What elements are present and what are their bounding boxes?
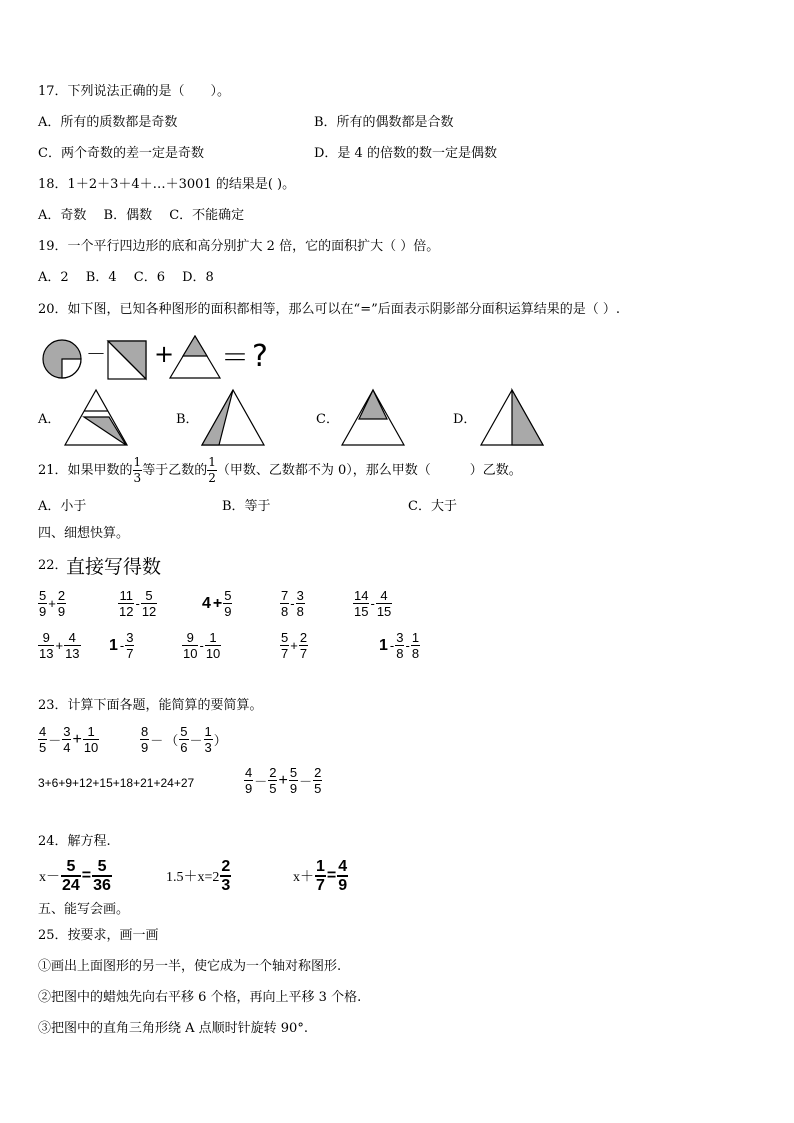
q17-stem: 17．下列说法正确的是（ ）。 xyxy=(38,84,231,99)
operator: - xyxy=(119,638,125,653)
quarter-circle-figure xyxy=(43,340,81,378)
q18-stem: 18．1＋2＋3＋4＋…＋3001 的结果是( )。 xyxy=(38,177,296,192)
q22-expr-3 xyxy=(201,588,232,619)
equation-left: 1.5＋x=2 xyxy=(166,870,220,885)
trapezoid-triangle-figure xyxy=(170,336,220,378)
operator: - xyxy=(135,596,140,611)
q19-options: A．2 B．4 C．6 D．8 xyxy=(38,270,214,285)
num: 7 xyxy=(281,588,289,603)
operator: - xyxy=(389,638,395,653)
q22-number: 22． xyxy=(38,558,68,573)
den: 9 xyxy=(39,604,47,619)
num: 2 xyxy=(299,630,308,645)
q20-option-a-label: A． xyxy=(38,412,61,427)
num: 5 xyxy=(224,588,232,603)
den: 15 xyxy=(354,604,369,619)
section-4-heading: 四、细想快算。 xyxy=(38,526,130,541)
q22-expr-6 xyxy=(38,630,81,661)
q23-expr-4 xyxy=(244,765,322,796)
q21-pre: 21．如果甲数的 xyxy=(38,463,133,478)
q20-stem: 20．如下图，已知各种图形的面积都相等，那么可以在“=”后面表示阴影部分面积运算结果的是（ ）. xyxy=(38,302,620,317)
variable-term: x－ xyxy=(39,870,60,885)
q22-expr-4 xyxy=(280,588,305,619)
den: 6 xyxy=(180,740,188,755)
q22-expr-5 xyxy=(353,588,392,619)
den: 7 xyxy=(299,646,308,661)
q22-expr-10 xyxy=(378,630,420,661)
q17-option-d: D．是 4 的倍数的数一定是偶数 xyxy=(314,146,497,161)
equals: = xyxy=(81,867,92,884)
left-paren: （ xyxy=(165,733,179,748)
num: 4 xyxy=(39,724,47,739)
num: 1 xyxy=(411,630,420,645)
den: 9 xyxy=(245,781,253,796)
right-paren: ） xyxy=(213,733,227,748)
num: 11 xyxy=(119,588,133,603)
num: 2 xyxy=(221,858,231,875)
den: 9 xyxy=(224,604,232,619)
q21-frac2-den: 2 xyxy=(208,471,216,485)
den: 8 xyxy=(411,646,420,661)
den: 9 xyxy=(141,740,149,755)
q21-mid: 等于乙数的 xyxy=(142,463,208,478)
num: 5 xyxy=(39,588,47,603)
q21-fraction-1 xyxy=(133,455,143,486)
q23-expr-1 xyxy=(38,724,99,755)
q18-options: A．奇数 B．偶数 C．不能确定 xyxy=(38,208,245,223)
den: 7 xyxy=(281,646,289,661)
q20-option-b-label: B． xyxy=(176,412,199,427)
q21-frac1-den: 3 xyxy=(133,471,142,485)
den: 5 xyxy=(314,781,322,796)
q21-frac2-num: 1 xyxy=(208,455,216,469)
q22-expr-2 xyxy=(118,588,157,619)
den: 8 xyxy=(281,604,289,619)
q17-option-b: B．所有的偶数都是合数 xyxy=(314,115,454,130)
den: 7 xyxy=(126,646,134,661)
num: 5 xyxy=(289,765,298,780)
den: 9 xyxy=(57,604,66,619)
operator: － xyxy=(299,774,313,789)
num: 3 xyxy=(63,724,71,739)
operator: + xyxy=(278,771,288,789)
num: 4 xyxy=(380,588,388,603)
q22-expr-8 xyxy=(182,630,221,661)
num: 1 xyxy=(209,630,217,645)
den: 15 xyxy=(376,604,392,619)
q21-option-b: B．等于 xyxy=(222,499,271,514)
equals-sign: ＝ xyxy=(221,341,250,374)
num: 14 xyxy=(354,588,369,603)
den: 8 xyxy=(296,604,304,619)
num: 3 xyxy=(126,630,134,645)
den: 3 xyxy=(204,740,212,755)
question-mark: ? xyxy=(252,339,268,374)
den: 36 xyxy=(93,877,111,894)
num: 5 xyxy=(145,588,153,603)
operator: + xyxy=(72,730,82,748)
q21-option-c: C．大于 xyxy=(408,499,457,514)
num: 4 xyxy=(245,765,253,780)
den: 9 xyxy=(338,877,348,894)
num: 9 xyxy=(186,630,194,645)
operator: + xyxy=(55,638,64,653)
q25-step-3: ③把图中的直角三角形绕 A 点顺时针旋转 90°. xyxy=(38,1021,308,1036)
minus-sign: － xyxy=(86,342,106,366)
den: 5 xyxy=(269,781,277,796)
den: 12 xyxy=(119,604,134,619)
den: 12 xyxy=(141,604,157,619)
den: 3 xyxy=(221,877,231,894)
variable-term: x＋ xyxy=(293,870,314,885)
den: 4 xyxy=(63,740,71,755)
num: 1 xyxy=(87,724,95,739)
q23-stem: 23．计算下面各题，能简算的要简算。 xyxy=(38,698,263,713)
operator: － xyxy=(48,733,62,748)
num: 5 xyxy=(97,858,107,875)
operator: + xyxy=(48,596,56,611)
q23-expr-3: 3+6+9+12+15+18+21+24+27 xyxy=(38,776,195,790)
num: 4 xyxy=(68,630,76,645)
num: 4 xyxy=(338,858,348,875)
q20-option-d-figure xyxy=(480,389,544,447)
q24-equation-2 xyxy=(165,858,231,894)
den: 10 xyxy=(205,646,221,661)
q25-stem: 25．按要求，画一画 xyxy=(38,928,159,943)
q20-option-a-figure xyxy=(64,389,128,447)
q20-option-b-figure xyxy=(201,389,265,447)
operator: － xyxy=(189,733,203,748)
q22-expr-1 xyxy=(38,588,66,619)
num: 1 xyxy=(204,724,212,739)
q22-title: 直接写得数 xyxy=(66,556,162,578)
q24-equation-1 xyxy=(38,858,112,894)
q25-step-2: ②把图中的蜡烛先向右平移 6 个格，再向上平移 3 个格. xyxy=(38,990,362,1005)
operator: - xyxy=(290,596,295,611)
q20-option-d-label: D． xyxy=(453,412,477,427)
q24-stem: 24．解方程. xyxy=(38,834,111,849)
q17-option-a: A．所有的质数都是奇数 xyxy=(38,115,178,130)
q23-expr-2 xyxy=(140,724,228,755)
operator: － xyxy=(254,774,268,789)
square-triangle-figure xyxy=(108,341,146,379)
operator: + xyxy=(290,638,298,653)
den: 9 xyxy=(289,781,298,796)
q25-step-1: ①画出上面图形的另一半，使它成为一个轴对称图形. xyxy=(38,959,342,974)
q17-option-c: C．两个奇数的差一定是奇数 xyxy=(38,146,204,161)
whole: 4 xyxy=(202,594,211,612)
operator: - xyxy=(405,638,410,653)
whole: 1 xyxy=(379,636,388,654)
num: 2 xyxy=(57,588,66,603)
num: 5 xyxy=(180,724,188,739)
q21-post: （甲数、乙数都不为 0），那么甲数（ ）乙数。 xyxy=(216,463,522,478)
num: 2 xyxy=(314,765,322,780)
den: 13 xyxy=(39,646,54,661)
num: 1 xyxy=(316,858,325,875)
plus-sign: + xyxy=(154,340,175,368)
operator: + xyxy=(212,594,223,612)
q24-equation-3 xyxy=(292,858,348,894)
den: 13 xyxy=(65,646,80,661)
section-5-heading: 五、能写会画。 xyxy=(38,902,130,917)
whole: 1 xyxy=(109,636,118,654)
num: 3 xyxy=(396,630,404,645)
operator: - xyxy=(199,638,204,653)
num: 3 xyxy=(296,588,304,603)
den: 5 xyxy=(39,740,47,755)
q21-option-a: A．小于 xyxy=(38,499,87,514)
num: 5 xyxy=(281,630,289,645)
equals: = xyxy=(326,867,337,884)
den: 10 xyxy=(183,646,198,661)
operator: － xyxy=(150,733,164,748)
q22-expr-9 xyxy=(280,630,308,661)
q20-option-c-label: C． xyxy=(316,412,339,427)
den: 24 xyxy=(62,877,80,894)
num: 8 xyxy=(141,724,149,739)
q20-option-c-figure xyxy=(341,389,405,447)
num: 2 xyxy=(269,765,277,780)
q21-frac1-num: 1 xyxy=(133,455,142,469)
q19-stem: 19．一个平行四边形的底和高分别扩大 2 倍，它的面积扩大（ ）倍。 xyxy=(38,239,440,254)
num: 9 xyxy=(42,630,50,645)
q21-fraction-2 xyxy=(207,455,217,486)
operator: - xyxy=(370,596,375,611)
q21-stem xyxy=(38,454,522,488)
den: 10 xyxy=(83,740,99,755)
den: 7 xyxy=(316,877,325,894)
num: 5 xyxy=(66,858,76,875)
q22-expr-7 xyxy=(108,630,134,661)
den: 8 xyxy=(396,646,404,661)
